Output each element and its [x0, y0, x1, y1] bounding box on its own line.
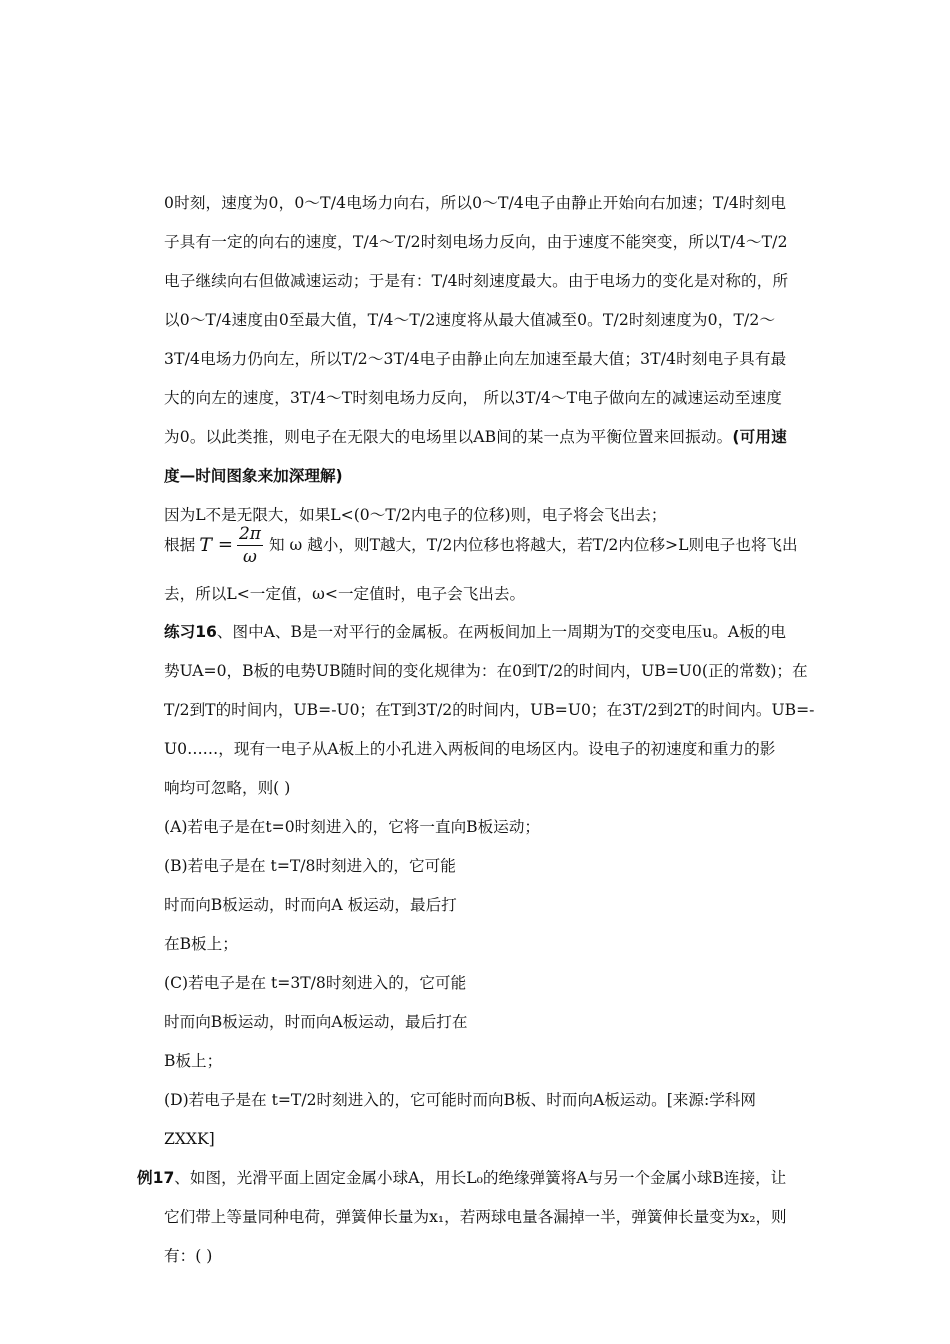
example-label: 例17: [137, 1169, 175, 1187]
bold-note: 度—时间图象来加深理解): [164, 467, 343, 485]
text-line: 势UA=0，B板的电势UB随时间的变化规律为：在0到T/2的时间内，UB=U0(正的常数)；在: [164, 662, 808, 680]
exercise-label: 练习16: [164, 623, 217, 641]
bold-note: (可用速: [732, 428, 787, 446]
text-line: 大的向左的速度，3T/4～T时刻电场力反向， 所以3T/4～T电子做向左的减速运动至速度: [164, 389, 782, 407]
example-heading-line: [137, 1167, 786, 1189]
option-b: (B)若电子是在 t=T/8时刻进入的，它可能: [164, 857, 456, 875]
option-c-cont: B板上；: [164, 1052, 223, 1070]
text-line: U0……，现有一电子从A板上的小孔进入两板间的电场区内。设电子的初速度和重力的影: [164, 740, 776, 758]
text-line: 因为L不是无限大，如果L<(0～T/2内电子的位移)则，电子将会飞出去；: [164, 506, 667, 524]
text-line: 子具有一定的向右的速度，T/4～T/2时刻电场力反向，由于速度不能突变，所以T/4～T/2: [164, 233, 788, 251]
formula-lhs: T: [199, 534, 212, 556]
text-line: [164, 426, 787, 448]
text-line: 3T/4电场力仍向左，所以T/2～3T/4电子由静止向左加速至最大值；3T/4时刻电子具有最: [164, 350, 787, 368]
text-span: 、如图，光滑平面上固定金属小球A，用长L₀的绝缘弹簧将A与另一个金属小球B连接，让: [174, 1169, 787, 1187]
exercise-heading-line: [164, 621, 786, 643]
text-line: 以0～T/4速度由0至最大值，T/4～T/2速度将从最大值减至0。T/2时刻速度为0，T/2～: [164, 311, 776, 329]
text-line: 有：( ): [164, 1247, 213, 1265]
option-b-cont: 在B板上；: [164, 935, 238, 953]
text-line: 电子继续向右但做减速运动；于是有：T/4时刻速度最大。由于电场力的变化是对称的，所: [164, 272, 789, 290]
option-c-cont: 时而向B板运动，时而向A板运动，最后打在: [164, 1013, 468, 1031]
period-formula: [199, 524, 263, 567]
text-line: 0时刻，速度为0，0～T/4电场力向右，所以0～T/4电子由静止开始向右加速；T/4时刻电: [164, 194, 787, 212]
option-d: (D)若电子是在 t=T/2时刻进入的，它可能时而向B板、时而向A板运动。[来源:学科网: [164, 1091, 756, 1109]
option-b-cont: 时而向B板运动，时而向A 板运动，最后打: [164, 896, 457, 914]
text-span: 知 ω 越小，则T越大，T/2内位移也将越大，若T/2内位移>L则电子也将飞出: [268, 536, 798, 554]
formula-line: [164, 523, 798, 567]
option-a: (A)若电子是在t=0时刻进入的，它将一直向B板运动；: [164, 818, 541, 836]
text-line: 响均可忽略，则( ): [164, 779, 291, 797]
option-c: (C)若电子是在 t=3T/8时刻进入的，它可能: [164, 974, 467, 992]
text-line: T/2到T的时间内，UB=-U0；在T到3T/2的时间内，UB=U0；在3T/2到2T的时间内。UB=-: [164, 701, 815, 719]
text-line: 它们带上等量同种电荷，弹簧伸长量为x₁，若两球电量各漏掉一半，弹簧伸长量变为x₂，则: [164, 1208, 787, 1226]
text-span: 为0。以此类推，则电子在无限大的电场里以AB间的某一点为平衡位置来回振动。: [164, 428, 733, 446]
formula-equals: =: [217, 534, 233, 555]
formula-fraction: [237, 524, 263, 567]
text-span: 、图中A、B是一对平行的金属板。在两板间加上一周期为T的交变电压u。A板的电: [216, 623, 786, 641]
formula-denominator: ω: [243, 546, 257, 567]
option-d-cont: ZXXK]: [164, 1130, 215, 1148]
text-line: 去，所以L<一定值，ω<一定值时，电子会飞出去。: [164, 585, 526, 603]
formula-numerator: 2π: [238, 523, 261, 544]
text-span: 根据: [164, 536, 196, 554]
